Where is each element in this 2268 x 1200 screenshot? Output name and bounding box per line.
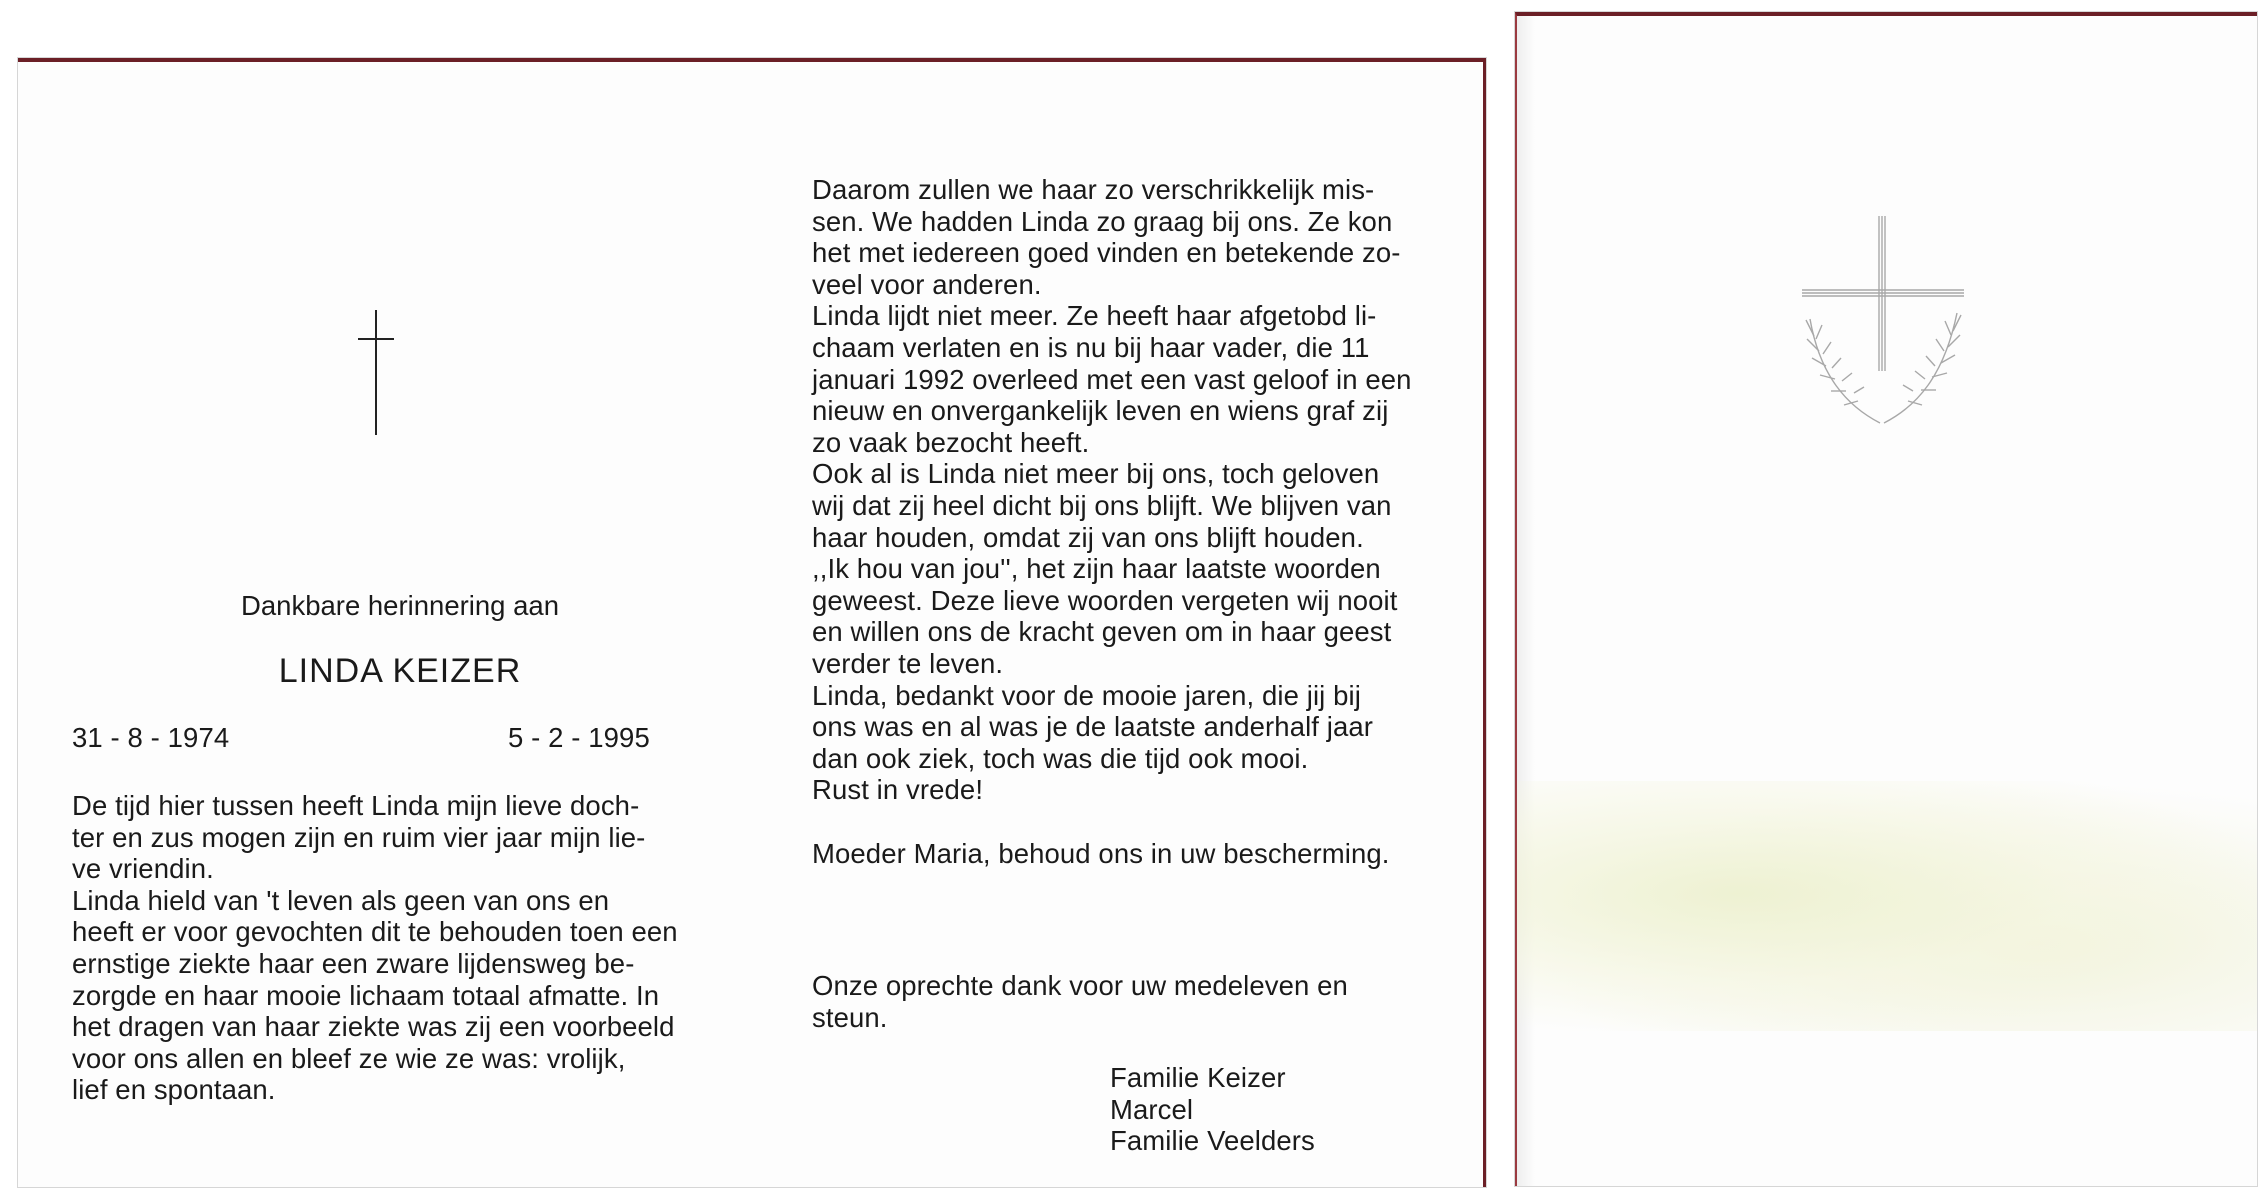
text-line: januari 1992 overleed met een vast geloof in een	[812, 363, 1412, 395]
prayer-line: Moeder Maria, behoud ons in uw bescherming.	[812, 838, 1390, 869]
text-line: Rust in vrede!	[812, 774, 984, 806]
deceased-name: LINDA KEIZER	[278, 652, 522, 690]
signature-line: Familie Veelders	[1110, 1125, 1315, 1157]
text-line: zo vaak bezocht heeft.	[812, 426, 1090, 458]
thanks-line: Onze oprechte dank voor uw medeleven en	[812, 970, 1348, 1001]
text-line: Linda lijdt niet meer. Ze heeft haar afgetobd li-	[812, 300, 1377, 332]
text-line: De tijd hier tussen heeft Linda mijn lieve doch-	[72, 790, 640, 821]
text-line: Linda hield van 't leven als geen van ons en	[72, 884, 610, 916]
text-line: ter en zus mogen zijn en ruim vier jaar mijn lie-	[72, 821, 646, 853]
text-line: Linda, bedankt voor de mooie jaren, die jij bij	[812, 679, 1361, 711]
birth-date: 31 - 8 - 1974	[72, 722, 230, 753]
inner-spread	[18, 58, 1486, 1187]
text-line: ons was en al was je de laatste anderhalf jaar	[812, 711, 1374, 743]
text-line: Daarom zullen we haar zo verschrikkelijk mis-	[812, 174, 1375, 205]
text-line: veel voor anderen.	[812, 268, 1042, 300]
front-cover	[1515, 12, 2257, 1186]
cross-icon	[358, 310, 394, 435]
text-line: geweest. Deze lieve woorden vergeten wij nooit	[812, 584, 1398, 616]
text-line: wij dat zij heel dicht bij ons blijft. We blijven van	[812, 490, 1392, 521]
text-line: Ook al is Linda niet meer bij ons, toch geloven	[812, 458, 1380, 490]
text-line: lief en spontaan.	[72, 1074, 276, 1106]
thanks-line: steun.	[812, 1001, 888, 1033]
text-line: dan ook ziek, toch was die tijd ook mooi.	[812, 742, 1309, 774]
text-line: ,,Ik hou van jou'', het zijn haar laatste woorden	[812, 553, 1381, 585]
text-line: het dragen van haar ziekte was zij een voorbeeld	[72, 1011, 675, 1043]
signature-line: Familie Keizer	[1110, 1062, 1286, 1093]
text-line: nieuw en onvergankelijk leven en wiens graf zij	[812, 395, 1389, 427]
text-line: sen. We hadden Linda zo graag bij ons. Ze kon	[812, 205, 1393, 237]
watercolor-wash	[1517, 781, 2257, 1031]
text-line: voor ons allen en bleef ze wie ze was: vrolijk,	[72, 1042, 626, 1074]
text-line: ve vriendin.	[72, 853, 214, 885]
text-line: chaam verlaten en is nu bij haar vader, die 11	[812, 332, 1370, 363]
cross-with-palm-branches-icon	[1802, 201, 1972, 426]
memorial-heading: Dankbare herinnering aan	[241, 590, 559, 621]
text-line: verder te leven.	[812, 648, 1004, 679]
text-line: het met iedereen goed vinden en betekende zo-	[812, 237, 1401, 269]
text-line: zorgde en haar mooie lichaam totaal afmatte. In	[72, 979, 660, 1011]
text-line: heeft er voor gevochten dit te behouden toen een	[72, 916, 678, 948]
death-date: 5 - 2 - 1995	[508, 722, 650, 753]
text-line: ernstige ziekte haar een zware lijdensweg be-	[72, 948, 635, 979]
signature-line: Marcel	[1110, 1093, 1194, 1125]
text-line: en willen ons de kracht geven om in haar geest	[812, 616, 1392, 648]
text-line: haar houden, omdat zij van ons blijft houden.	[812, 521, 1364, 553]
